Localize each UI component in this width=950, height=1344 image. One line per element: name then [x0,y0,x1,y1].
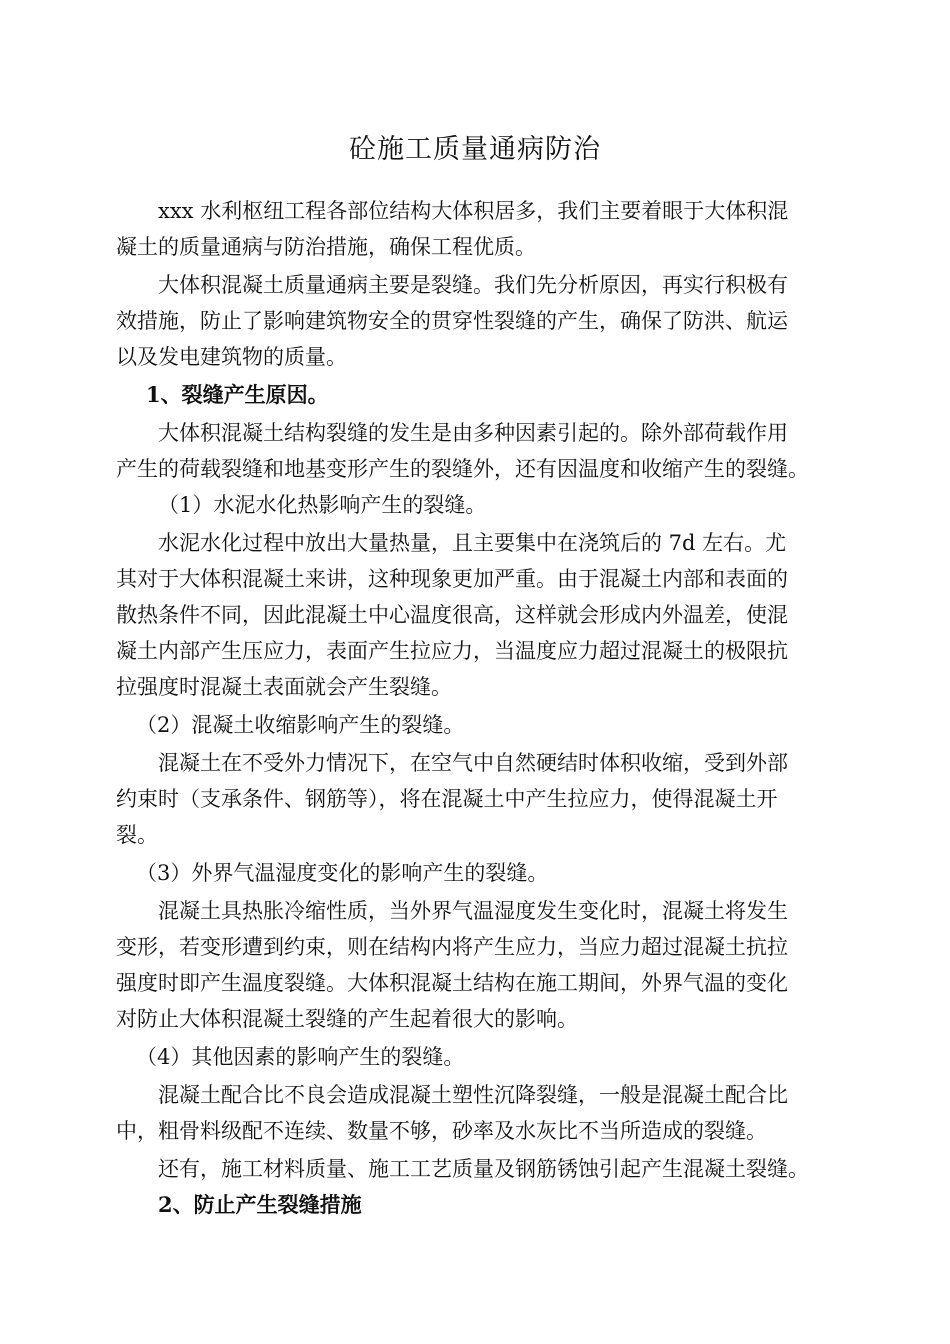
paragraph-line: xxx 水利枢纽工程各部位结构大体积居多，我们主要着眼于大体积混 [158,199,789,223]
paragraph-line: 混凝土在不受外力情况下，在空气中自然硬结时体积收缩，受到外部 [158,751,788,775]
paragraph-line: 效措施，防止了影响建筑物安全的贯穿性裂缝的产生，确保了防洪、航运 [116,309,788,333]
paragraph-line: 混凝土配合比不良会造成混凝土塑性沉降裂缝，一般是混凝土配合比 [158,1083,788,1107]
paragraph-line: 对防止大体积混凝土裂缝的产生起着很大的影响。 [116,1007,578,1031]
subsection-heading: （1）水泥水化热影响产生的裂缝。 [158,493,487,517]
subsection-heading: （2）混凝土收缩影响产生的裂缝。 [136,713,465,737]
section-heading: 1、裂缝产生原因。 [146,382,329,407]
paragraph-line: 凝土的质量通病与防治措施，确保工程优质。 [116,235,536,259]
paragraph-line: 约束时（支承条件、钢筋等），将在混凝土中产生拉应力，使得混凝土开 [116,787,778,811]
subsection-heading: （3）外界气温湿度变化的影响产生的裂缝。 [136,861,549,885]
paragraph-line: 强度时即产生温度裂缝。大体积混凝土结构在施工期间，外界气温的变化 [116,971,788,995]
paragraph-line: 大体积混凝土结构裂缝的发生是由多种因素引起的。除外部荷载作用 [158,421,788,445]
subsection-heading: （4）其他因素的影响产生的裂缝。 [136,1045,465,1069]
paragraph-line: 混凝土具热胀冷缩性质，当外界气温湿度发生变化时，混凝土将发生 [158,899,788,923]
paragraph-line: 大体积混凝土质量通病主要是裂缝。我们先分析原因，再实行积极有 [158,273,788,297]
paragraph-line: 凝土内部产生压应力，表面产生拉应力，当温度应力超过混凝土的极限抗 [116,639,788,663]
paragraph-line: 产生的荷载裂缝和地基变形产生的裂缝外，还有因温度和收缩产生的裂缝。 [116,457,809,481]
paragraph-line: 以及发电建筑物的质量。 [116,345,347,369]
paragraph-line: 水泥水化过程中放出大量热量，且主要集中在浇筑后的 7d 左右。尤 [158,531,787,555]
paragraph-line: 裂。 [116,823,158,847]
paragraph-line: 拉强度时混凝土表面就会产生裂缝。 [116,675,452,699]
document-title: 砼施工质量通病防治 [349,134,601,165]
paragraph-line: 中，粗骨料级配不连续、数量不够，砂率及水灰比不当所造成的裂缝。 [116,1119,767,1143]
paragraph-line: 其对于大体积混凝土来讲，这种现象更加严重。由于混凝土内部和表面的 [116,567,788,591]
paragraph-line: 还有，施工材料质量、施工工艺质量及钢筋锈蚀引起产生混凝土裂缝。 [158,1157,809,1181]
paragraph-line: 变形，若变形遭到约束，则在结构内将产生应力，当应力超过混凝土抗拉 [116,935,788,959]
paragraph-line: 散热条件不同，因此混凝土中心温度很高，这样就会形成内外温差，使混 [116,603,788,627]
section-heading: 2、防止产生裂缝措施 [158,1192,362,1217]
